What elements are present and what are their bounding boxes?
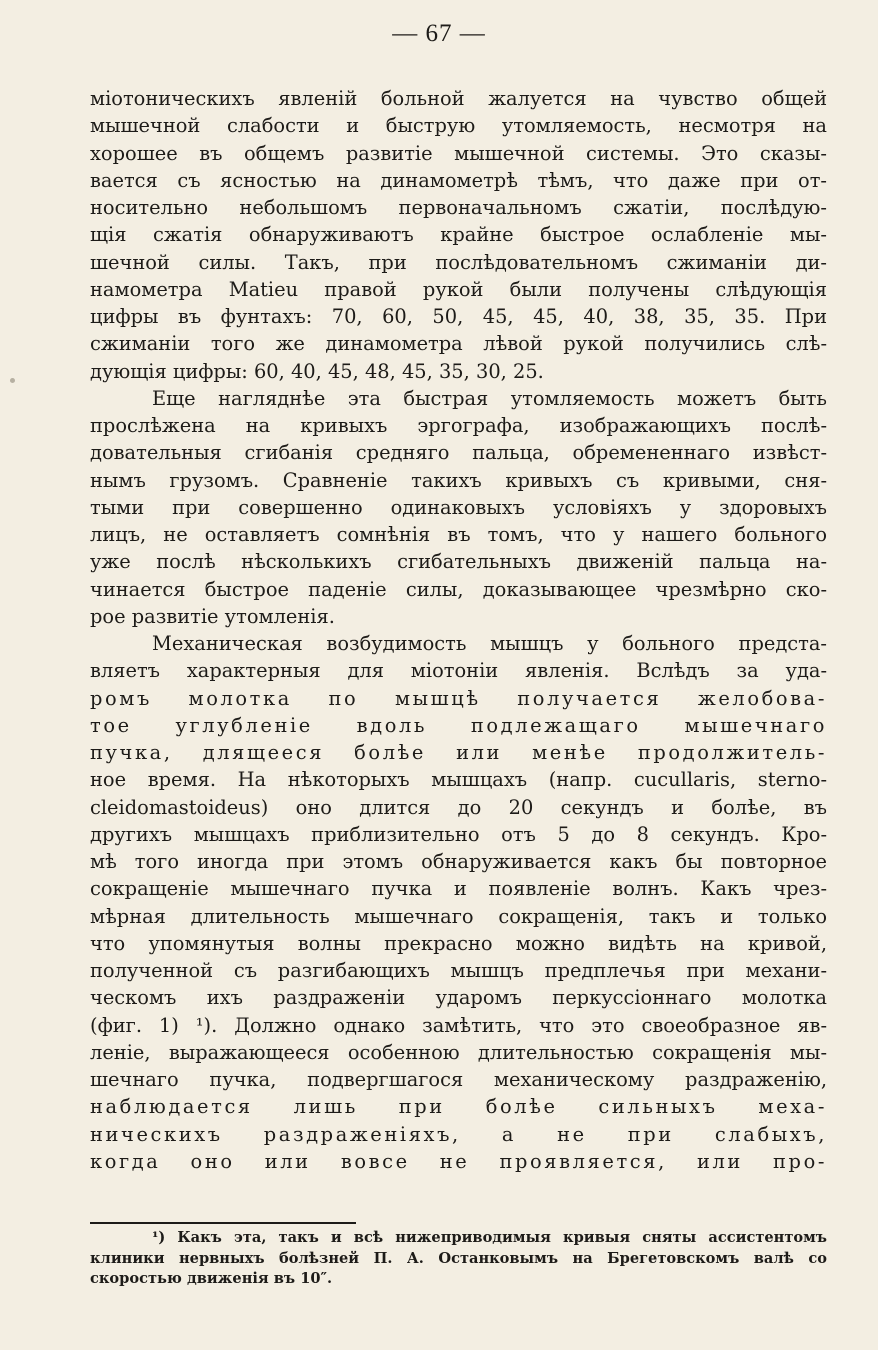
text-line: тое углубленіе вдоль подлежащаго мышечнаго [90,713,827,737]
text-line: наблюдается лишь при болѣе сильныхъ меха- [90,1095,827,1119]
footnote-line: ¹) Какъ эта, такъ и всѣ нижеприводимыя кривыя сняты ассистентомъ [152,1229,827,1246]
text-line: дующія цифры: 60, 40, 45, 48, 45, 35, 30, 25. [90,359,544,383]
body-text [90,85,827,1175]
text-line: мѣ того иногда при этомъ обнаруживается какъ бы повторное [90,850,827,873]
text-line: шечной силы. Такъ, при послѣдовательномъ сжиманіи ди- [90,250,827,274]
text-line: хорошее въ общемъ развитіе мышечной системы. Это сказы- [90,141,827,165]
text-line: Механическая возбудимость мышцъ у больного предста- [152,632,827,655]
text-line: мышечной слабости и быструю утомляемость, несмотря на [90,114,827,138]
text-line: шечнаго пучка, подвергшагося механическому раздраженію, [90,1068,827,1091]
text-line: уже послѣ нѣсколькихъ сгибательныхъ движеній пальца на- [90,550,827,574]
text-line: ническихъ раздраженіяхъ, а не при слабыхъ, [90,1122,827,1146]
text-line: cleidomastoideus) оно длится до 20 секундъ и болѣе, въ [90,795,827,819]
text-line: щія сжатія обнаруживаютъ крайне быстрое ослабленіе мы- [90,223,827,247]
text-line: когда оно или вовсе не проявляется, или про- [90,1149,827,1173]
text-line: чинается быстрое паденіе силы, доказывающее чрезмѣрно ско- [90,577,827,601]
text-line: тыми при совершенно одинаковыхъ условіяхъ у здоровыхъ [90,495,827,519]
text-line: довательныя сгибанія средняго пальца, обремененнаго извѣст- [90,441,827,465]
footnote-line: клиники нервныхъ болѣзней П. А. Останковымъ на Брегетовскомъ валѣ со [90,1249,827,1267]
text-line: (фиг. 1) ¹). Должно однако замѣтить, что это своеобразное яв- [90,1013,827,1037]
page-number: — 67 — [392,20,486,47]
text-line: носительно небольшомъ первоначальномъ сжатіи, послѣдую- [90,196,827,219]
text-line: что упомянутыя волны прекрасно можно видѣть на кривой, [90,931,827,955]
text-line: мѣрная длительность мышечнаго сокращенія, такъ и только [90,904,827,928]
text-line: сокращеніе мышечнаго пучка и появленіе волнъ. Какъ чрез- [90,877,827,901]
paper-speck [10,378,15,383]
text-line: сжиманіи того же динамометра лѣвой рукой получились слѣ- [90,332,827,356]
footnote [90,1228,827,1290]
footnote-rule [90,1222,356,1224]
text-line: ческомъ ихъ раздраженіи ударомъ перкуссіоннаго молотка [90,986,827,1010]
text-line: ное время. На нѣкоторыхъ мышцахъ (напр. cucullaris, sterno- [90,768,827,792]
text-line: полученной съ разгибающихъ мышцъ предплечья при механи- [90,959,827,982]
text-line: ромъ молотка по мышцѣ получается желобова- [90,686,827,710]
text-line: леніе, выражающееся особенною длительностью сокращенія мы- [90,1040,827,1064]
text-line: прослѣжена на кривыхъ эргографа, изображающихъ послѣ- [90,414,827,437]
text-line: вляетъ характерныя для міотоніи явленія. Вслѣдъ за уда- [90,659,827,683]
text-line: рое развитіе утомленія. [90,604,335,628]
text-line: нымъ грузомъ. Сравненіе такихъ кривыхъ съ кривыми, сня- [90,468,827,492]
text-line: міотоническихъ явленій больной жалуется на чувство общей [90,87,827,110]
text-line: цифры въ фунтахъ: 70, 60, 50, 45, 45, 40, 38, 35, 35. При [90,305,827,328]
text-line: Еще нагляднѣе эта быстрая утомляемость можетъ быть [152,386,827,410]
text-line: вается съ ясностью на динамометрѣ тѣмъ, что даже при от- [90,168,827,192]
text-line: другихъ мышцахъ приблизительно отъ 5 до 8 секундъ. Кро- [90,822,827,846]
text-line: намометра Matieu правой рукой были получены слѣдующія [90,277,827,301]
footnote-line: скоростью движенія въ 10″. [90,1270,333,1287]
text-line: пучка, длящееся болѣе или менѣе продолжитель- [90,741,827,764]
text-line: лицъ, не оставляетъ сомнѣнія въ томъ, что у нашего больного [90,523,827,546]
